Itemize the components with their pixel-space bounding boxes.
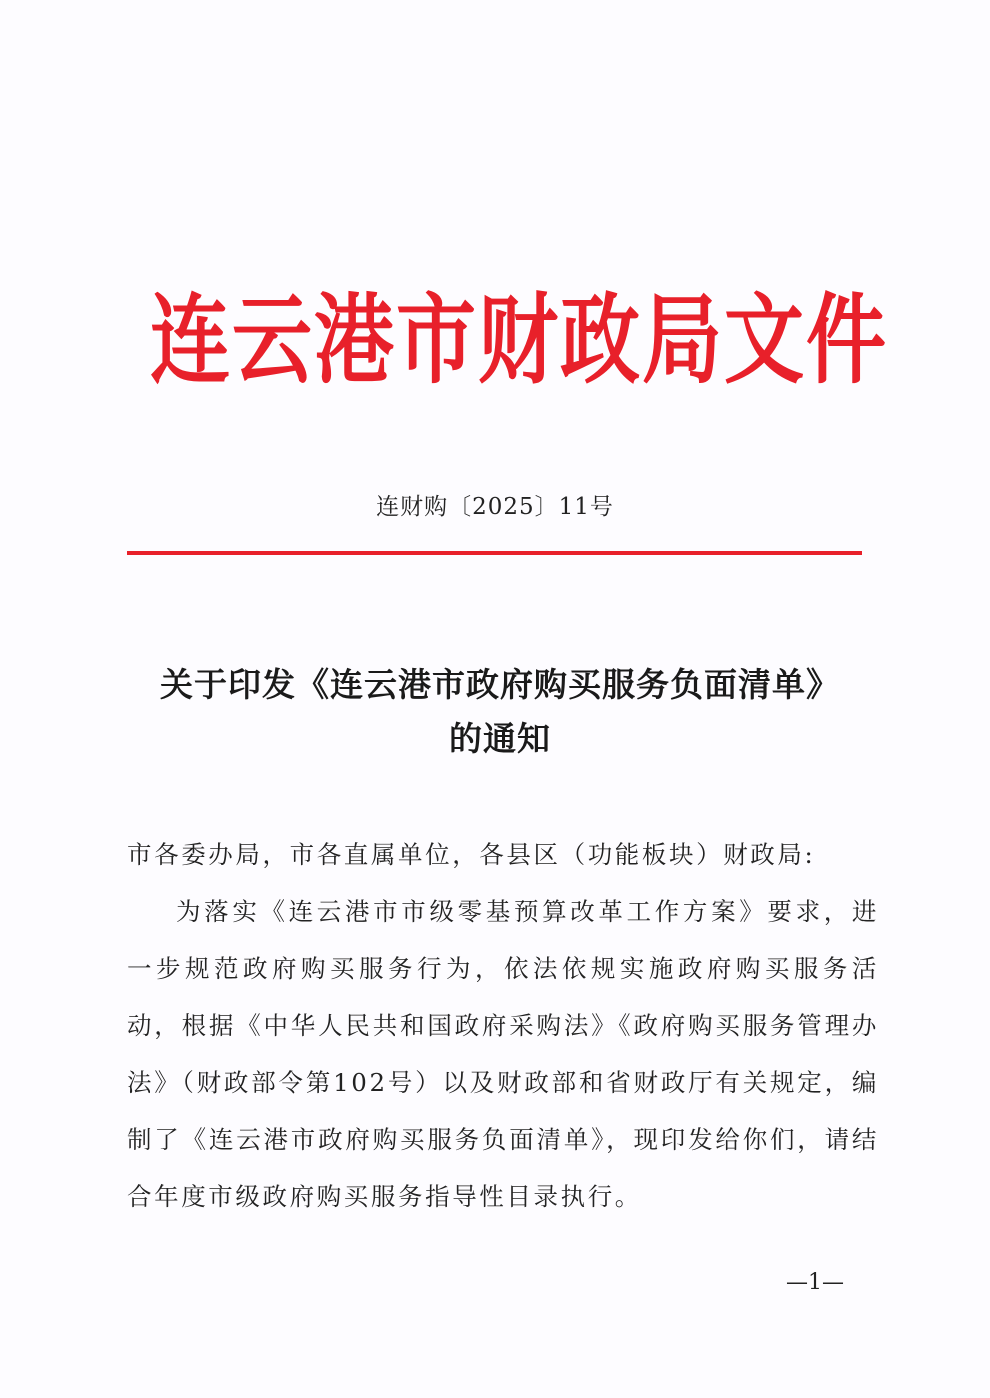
masthead-title: 连云港市财政局文件 [150,283,888,398]
red-divider-line [127,551,862,555]
document-number: 连财购〔2025〕11号 [376,494,614,520]
notice-body [127,826,879,1225]
notice-title [100,658,900,766]
notice-title-line-1: 关于印发《连云港市政府购买服务负面清单》 [160,665,840,704]
body-paragraph-1: 为落实《连云港市市级零基预算改革工作方案》要求，进一步规范政府购买服务行为，依法依规实施政府购买服务活动，根据《中华人民共和国政府采购法》《政府购买服务管理办法》（财政部令第102号）以及财政部和省财政厅有关规定，编制了《连云港市政府购买服务负面清单》，现印发给你们，请结合年度市级政府购买服务指导性目录执行。 [127,897,879,1211]
notice-title-line-2: 的通知 [449,719,551,758]
salutation: 市各委办局，市各直属单位，各县区（功能板块）财政局: [127,840,816,869]
page-number: —1— [786,1270,844,1295]
